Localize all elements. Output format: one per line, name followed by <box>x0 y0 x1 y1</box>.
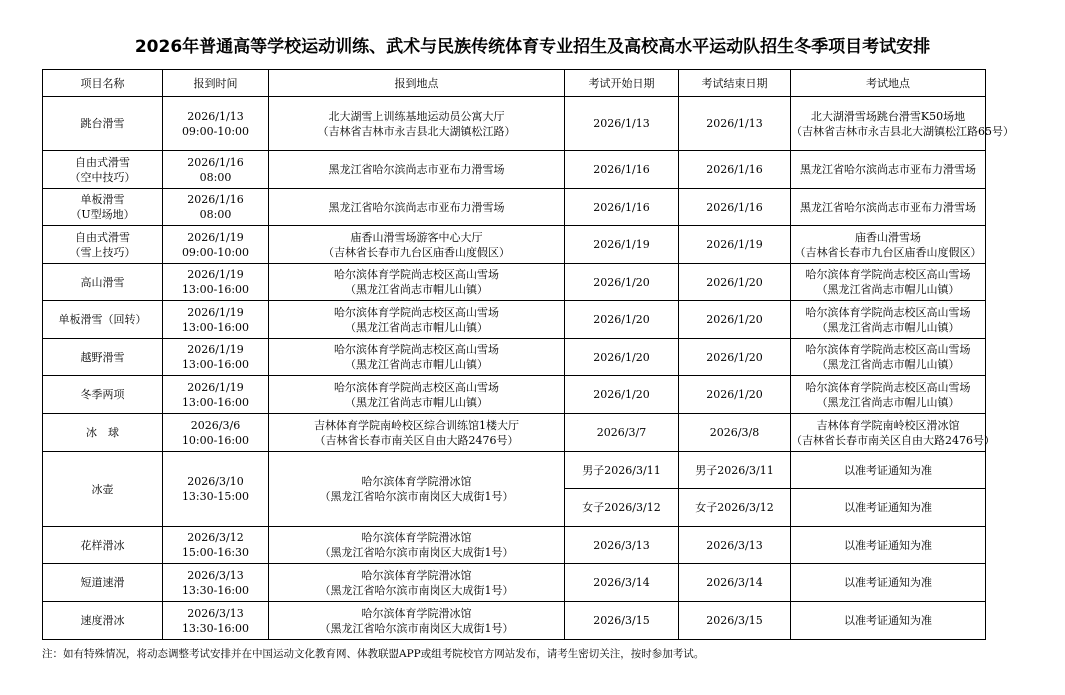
project-name-cell: 速度滑冰 <box>43 602 163 640</box>
report-time-cell: 2026/1/16 08:00 <box>163 151 269 189</box>
table-row <box>43 189 986 226</box>
exam-start-cell: 2026/1/16 <box>565 151 679 189</box>
report-place-cell: 吉林体育学院南岭校区综合训练馆1楼大厅 （吉林省长春市南关区自由大路2476号） <box>269 414 565 452</box>
exam-place-cell: 以准考证通知为准 <box>791 489 986 527</box>
report-place-cell: 哈尔滨体育学院滑冰馆 （黑龙江省哈尔滨市南岗区大成街1号） <box>269 452 565 527</box>
project-name-cell: 单板滑雪 （U型场地） <box>43 189 163 226</box>
table-row <box>43 339 986 376</box>
exam-place-cell: 庙香山滑雪场 （吉林省长春市九台区庙香山度假区） <box>791 226 986 264</box>
report-place-cell: 哈尔滨体育学院滑冰馆 （黑龙江省哈尔滨市南岗区大成街1号） <box>269 564 565 602</box>
report-time-cell: 2026/1/19 13:00-16:00 <box>163 376 269 414</box>
report-time-cell: 2026/1/13 09:00-10:00 <box>163 97 269 151</box>
project-name-cell: 单板滑雪（回转） <box>43 301 163 339</box>
header-exam-place: 考试地点 <box>791 70 986 97</box>
report-time-cell: 2026/1/19 09:00-10:00 <box>163 226 269 264</box>
project-name-cell: 跳台滑雪 <box>43 97 163 151</box>
exam-place-cell: 以准考证通知为准 <box>791 602 986 640</box>
table-row <box>43 226 986 264</box>
report-place-cell: 哈尔滨体育学院尚志校区高山雪场 （黑龙江省尚志市帽儿山镇） <box>269 376 565 414</box>
report-time-cell: 2026/3/6 10:00-16:00 <box>163 414 269 452</box>
exam-end-cell: 2026/1/19 <box>679 226 791 264</box>
exam-end-cell: 2026/3/8 <box>679 414 791 452</box>
exam-place-cell: 以准考证通知为准 <box>791 452 986 489</box>
exam-start-cell: 2026/3/7 <box>565 414 679 452</box>
project-name-cell: 冰 球 <box>43 414 163 452</box>
exam-start-cell: 2026/3/15 <box>565 602 679 640</box>
exam-end-cell: 2026/3/14 <box>679 564 791 602</box>
exam-end-cell: 2026/1/20 <box>679 301 791 339</box>
table-header-row <box>43 70 986 97</box>
report-time-cell: 2026/3/13 13:30-16:00 <box>163 564 269 602</box>
table-row <box>43 97 986 151</box>
project-name-cell: 短道速滑 <box>43 564 163 602</box>
project-name-cell: 自由式滑雪 （空中技巧） <box>43 151 163 189</box>
header-exam-end-date: 考试结束日期 <box>679 70 791 97</box>
report-place-cell: 哈尔滨体育学院滑冰馆 （黑龙江省哈尔滨市南岗区大成街1号） <box>269 527 565 564</box>
report-time-cell: 2026/1/19 13:00-16:00 <box>163 339 269 376</box>
exam-start-cell: 2026/1/20 <box>565 339 679 376</box>
footnote: 注：如有特殊情况，将动态调整考试安排并在中国运动文化教育网、体教联盟APP或组考院校官方网站发布，请考生密切关注，按时参加考试。 <box>42 648 705 660</box>
table-row <box>43 414 986 452</box>
report-time-cell: 2026/1/19 13:00-16:00 <box>163 301 269 339</box>
exam-place-cell: 哈尔滨体育学院尚志校区高山雪场 （黑龙江省尚志市帽儿山镇） <box>791 301 986 339</box>
header-report-time: 报到时间 <box>163 70 269 97</box>
table-row <box>43 452 986 489</box>
report-place-cell: 黑龙江省哈尔滨尚志市亚布力滑雪场 <box>269 151 565 189</box>
exam-start-cell: 2026/1/13 <box>565 97 679 151</box>
report-place-cell: 哈尔滨体育学院尚志校区高山雪场 （黑龙江省尚志市帽儿山镇） <box>269 339 565 376</box>
report-time-cell: 2026/1/16 08:00 <box>163 189 269 226</box>
exam-end-cell: 女子2026/3/12 <box>679 489 791 527</box>
table-row <box>43 527 986 564</box>
table-row <box>43 602 986 640</box>
exam-place-cell: 以准考证通知为准 <box>791 564 986 602</box>
table-row <box>43 301 986 339</box>
header-project-name: 项目名称 <box>43 70 163 97</box>
exam-end-cell: 2026/1/20 <box>679 264 791 301</box>
exam-end-cell: 2026/1/20 <box>679 376 791 414</box>
exam-place-cell: 北大湖滑雪场跳台滑雪K50场地 （吉林省吉林市永吉县北大湖镇松江路65号） <box>791 97 986 151</box>
exam-start-cell: 2026/1/20 <box>565 264 679 301</box>
exam-end-cell: 2026/3/13 <box>679 527 791 564</box>
table-row <box>43 376 986 414</box>
report-time-cell: 2026/3/10 13:30-15:00 <box>163 452 269 527</box>
report-time-cell: 2026/1/19 13:00-16:00 <box>163 264 269 301</box>
exam-end-cell: 2026/1/13 <box>679 97 791 151</box>
exam-end-cell: 2026/1/20 <box>679 339 791 376</box>
exam-place-cell: 黑龙江省哈尔滨尚志市亚布力滑雪场 <box>791 189 986 226</box>
project-name-cell: 冰壶 <box>43 452 163 527</box>
exam-end-cell: 2026/1/16 <box>679 189 791 226</box>
page-title: 2026年普通高等学校运动训练、武术与民族传统体育专业招生及高校高水平运动队招生冬季项目考试安排 <box>134 37 931 57</box>
table-row <box>43 264 986 301</box>
exam-place-cell: 哈尔滨体育学院尚志校区高山雪场 （黑龙江省尚志市帽儿山镇） <box>791 376 986 414</box>
report-place-cell: 黑龙江省哈尔滨尚志市亚布力滑雪场 <box>269 189 565 226</box>
exam-place-cell: 黑龙江省哈尔滨尚志市亚布力滑雪场 <box>791 151 986 189</box>
report-place-cell: 哈尔滨体育学院尚志校区高山雪场 （黑龙江省尚志市帽儿山镇） <box>269 301 565 339</box>
header-report-place: 报到地点 <box>269 70 565 97</box>
exam-end-cell: 男子2026/3/11 <box>679 452 791 489</box>
exam-start-cell: 2026/1/16 <box>565 189 679 226</box>
exam-place-cell: 哈尔滨体育学院尚志校区高山雪场 （黑龙江省尚志市帽儿山镇） <box>791 264 986 301</box>
report-time-cell: 2026/3/12 15:00-16:30 <box>163 527 269 564</box>
exam-start-cell: 2026/3/13 <box>565 527 679 564</box>
exam-place-cell: 吉林体育学院南岭校区滑冰馆 （吉林省长春市南关区自由大路2476号） <box>791 414 986 452</box>
exam-start-cell: 男子2026/3/11 <box>565 452 679 489</box>
exam-place-cell: 以准考证通知为准 <box>791 527 986 564</box>
exam-start-cell: 2026/1/19 <box>565 226 679 264</box>
exam-schedule-table <box>42 69 1014 640</box>
header-exam-start-date: 考试开始日期 <box>565 70 679 97</box>
exam-start-cell: 2026/1/20 <box>565 301 679 339</box>
project-name-cell: 越野滑雪 <box>43 339 163 376</box>
table-row <box>43 564 986 602</box>
report-time-cell: 2026/3/13 13:30-16:00 <box>163 602 269 640</box>
report-place-cell: 北大湖雪上训练基地运动员公寓大厅 （吉林省吉林市永吉县北大湖镇松江路） <box>269 97 565 151</box>
table-row <box>43 151 986 189</box>
report-place-cell: 庙香山滑雪场游客中心大厅 （吉林省长春市九台区庙香山度假区） <box>269 226 565 264</box>
exam-start-cell: 2026/3/14 <box>565 564 679 602</box>
report-place-cell: 哈尔滨体育学院滑冰馆 （黑龙江省哈尔滨市南岗区大成街1号） <box>269 602 565 640</box>
exam-place-cell: 哈尔滨体育学院尚志校区高山雪场 （黑龙江省尚志市帽儿山镇） <box>791 339 986 376</box>
exam-end-cell: 2026/3/15 <box>679 602 791 640</box>
project-name-cell: 花样滑冰 <box>43 527 163 564</box>
project-name-cell: 自由式滑雪 （雪上技巧） <box>43 226 163 264</box>
exam-start-cell: 2026/1/20 <box>565 376 679 414</box>
project-name-cell: 冬季两项 <box>43 376 163 414</box>
project-name-cell: 高山滑雪 <box>43 264 163 301</box>
report-place-cell: 哈尔滨体育学院尚志校区高山雪场 （黑龙江省尚志市帽儿山镇） <box>269 264 565 301</box>
exam-start-cell: 女子2026/3/12 <box>565 489 679 527</box>
exam-end-cell: 2026/1/16 <box>679 151 791 189</box>
